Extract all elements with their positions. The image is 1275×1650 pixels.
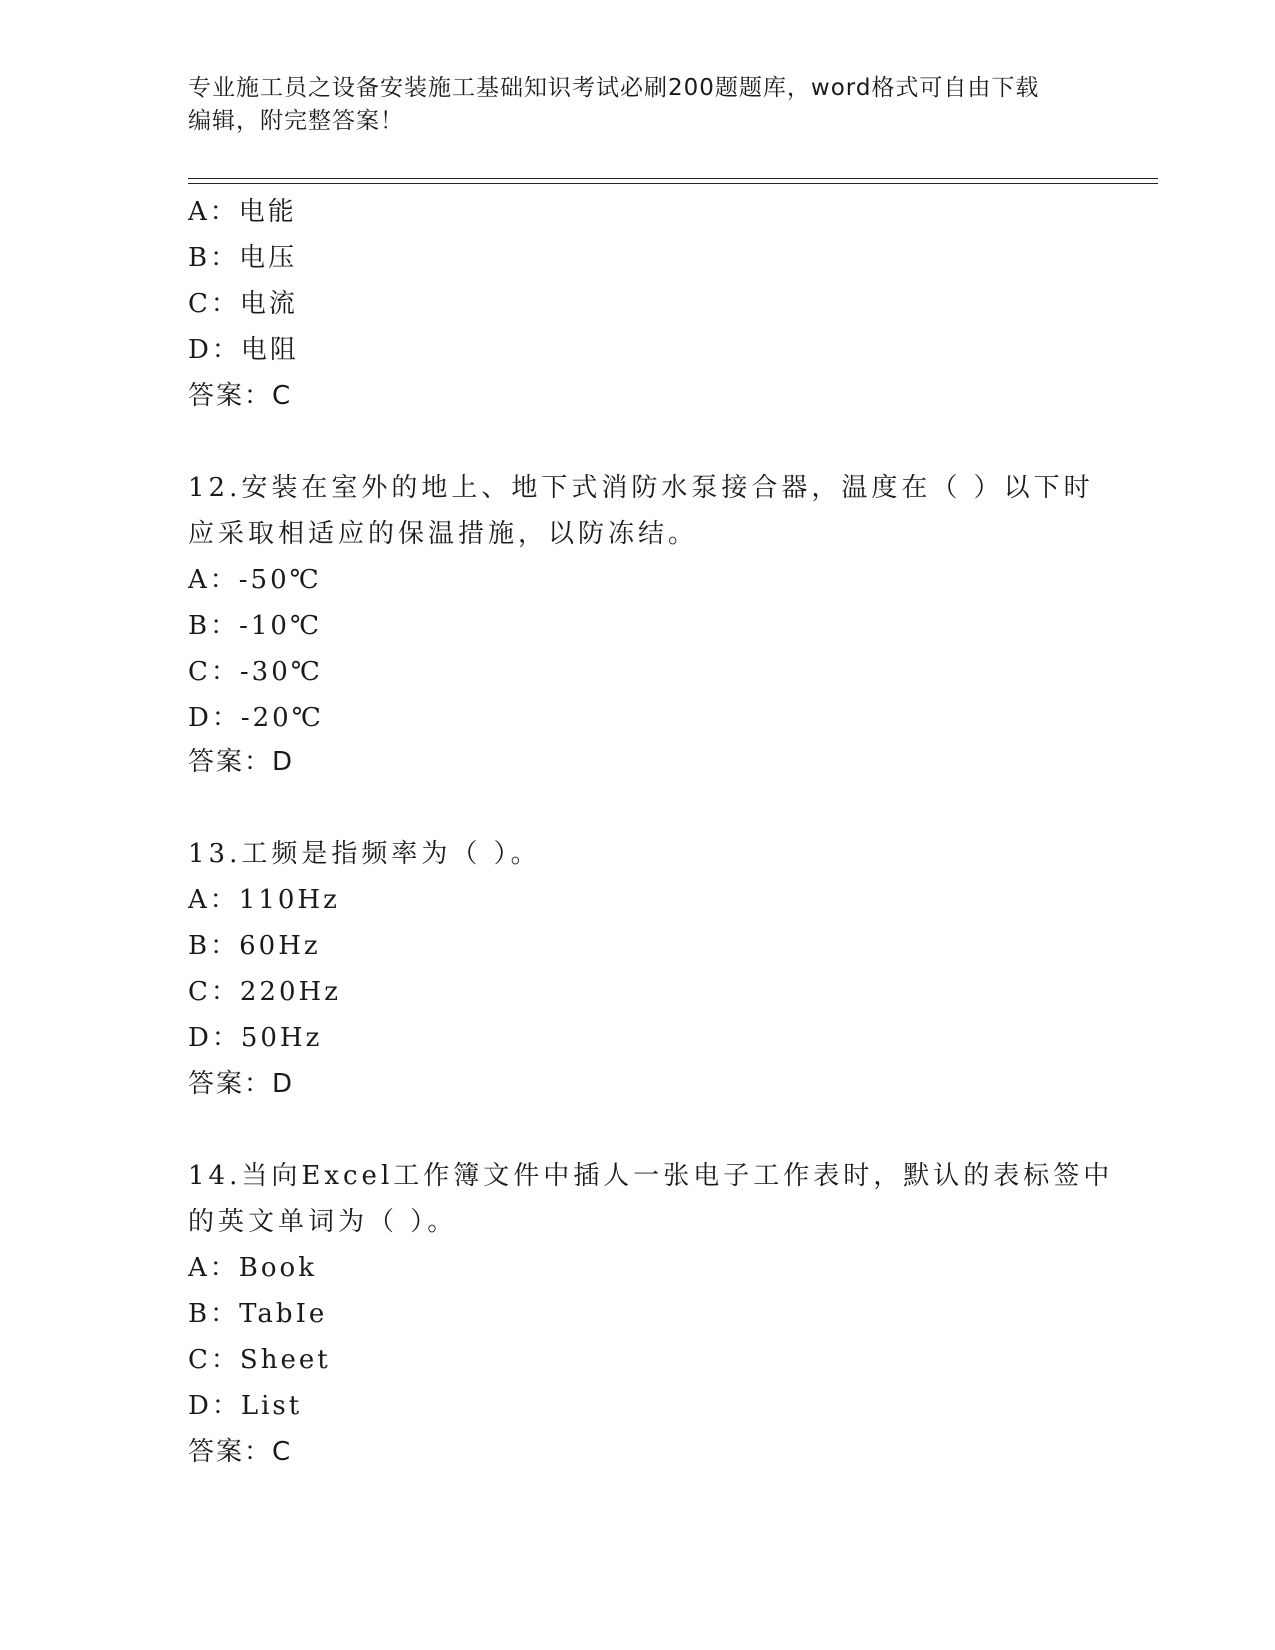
q12-answer: 答案：D — [188, 747, 295, 777]
header-line-1: 专业施工员之设备安装施工基础知识考试必刷200题题库，word格式可自由下载 — [188, 75, 1040, 101]
header-line-2: 编辑，附完整答案！ — [188, 108, 404, 134]
q13-option-c: C：220Hz — [188, 977, 341, 1007]
q11-option-c: C：电流 — [188, 289, 298, 319]
q11-answer: 答案：C — [188, 381, 293, 411]
q14-option-c: C：Sheet — [188, 1345, 331, 1375]
q14-option-d: D：List — [188, 1391, 303, 1421]
q13-option-d: D：50Hz — [188, 1023, 323, 1053]
q12-option-a: A：-50℃ — [188, 565, 322, 595]
q12-text-line-1: 12.安装在室外的地上、地下式消防水泵接合器，温度在（ ）以下时 — [188, 473, 1094, 503]
header-rule-top — [188, 178, 1158, 179]
header-rule-bottom — [188, 183, 1158, 184]
q11-option-d: D：电阻 — [188, 335, 299, 365]
q13-option-a: A：110Hz — [188, 885, 340, 915]
q13-option-b: B：60Hz — [188, 931, 321, 961]
q13-answer: 答案：D — [188, 1069, 295, 1099]
q12-option-c: C：-30℃ — [188, 657, 323, 687]
q14-option-a: A：Book — [188, 1253, 317, 1283]
q11-option-b: B：电压 — [188, 243, 298, 273]
q14-text-line-1: 14.当向Excel工作簿文件中插人一张电子工作表时，默认的表标签中 — [188, 1161, 1114, 1191]
q13-text-line-1: 13.工频是指频率为（ ）。 — [188, 839, 541, 869]
q14-answer: 答案：C — [188, 1437, 293, 1467]
q14-text-line-2: 的英文单词为（ ）。 — [188, 1207, 458, 1237]
q12-option-d: D：-20℃ — [188, 703, 324, 733]
document-header — [188, 72, 1068, 138]
q11-option-a: A：电能 — [188, 197, 297, 227]
q14-option-b: B：TabIe — [188, 1299, 328, 1329]
q12-option-b: B：-10℃ — [188, 611, 323, 641]
q12-text-line-2: 应采取相适应的保温措施，以防冻结。 — [188, 519, 699, 549]
